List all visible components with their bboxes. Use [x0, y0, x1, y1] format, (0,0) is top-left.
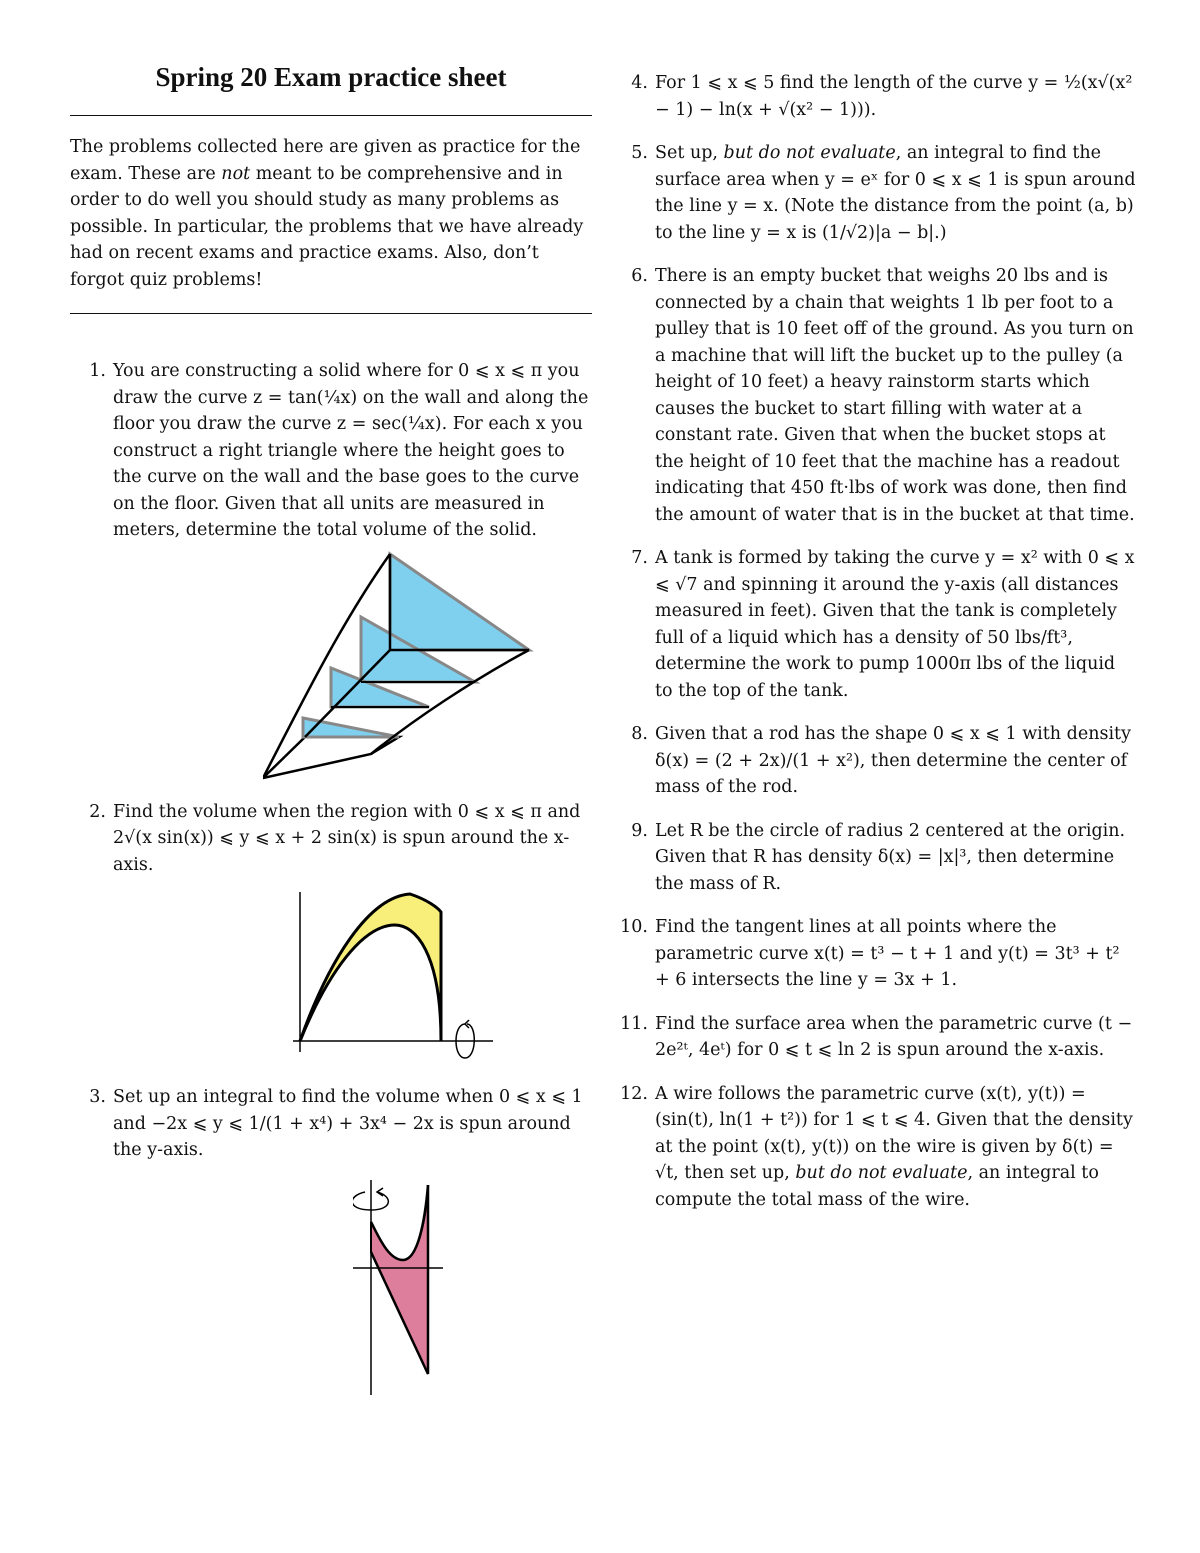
problem-text: Find the volume when the region with 0 ⩽ x ⩽ π and 2√(x sin(x)) ⩽ y ⩽ x + 2 sin(x) is spun around the x-axis.	[113, 801, 581, 875]
problem-list-left	[70, 358, 592, 1400]
page-title: Spring 20 Exam practice sheet	[155, 62, 507, 92]
problem-number: 12.	[620, 1083, 648, 1104]
intro-text-2: meant to be comprehensive and in order to do well you should study as many problems as possible. In particular, the problems that we have already had on recent exams and practice exams. Also, don’t forgot quiz problems!	[70, 163, 584, 290]
title-divider	[70, 115, 592, 116]
problem-list-right	[612, 70, 1137, 1213]
lower-curve	[300, 925, 441, 1041]
problem-text: You are constructing a solid where for 0 ⩽ x ⩽ π you draw the curve z = tan(¼x) on the wall and along the floor you draw the curve z = sec(¼x). For each x you construct a right triangle where the height goes to the curve on the wall and the base goes to the curve on the floor. Given that all units are measured in meters, determine the total volume of the solid.	[113, 361, 589, 540]
problem-emphasis: but do not evaluate	[723, 143, 896, 163]
problem-text: Set up an integral to find the volume when 0 ⩽ x ⩽ 1 and −2x ⩽ y ⩽ 1/(1 + x⁴) + 3x⁴ − 2x is spun around the y-axis.	[113, 1087, 583, 1160]
cross-section-large	[390, 554, 529, 650]
problem-text: Let R be the circle of radius 2 centered at the origin. Given that R has density δ(x) = |x|³, then determine the mass of R.	[655, 820, 1126, 894]
intro-paragraph	[70, 134, 592, 293]
triangle-solid-figure	[263, 550, 543, 782]
intro-emphasis: not	[221, 163, 251, 184]
problem-number: 10.	[620, 917, 648, 937]
intro-text-1: The problems collected here are given as practice for the exam. These are	[70, 137, 581, 184]
rotation-arrowhead-icon	[377, 1188, 383, 1196]
problem-text: A tank is formed by taking the curve y = x² with 0 ⩽ x ⩽ √7 and spinning it around the y-axis (all distances measured in feet). Given that the tank is completely full of a liquid which has a density of 50 lbs/ft³, determine the work to pump 1000π lbs of the liquid to the top of the tank.	[655, 548, 1135, 701]
problem-10	[612, 914, 1137, 994]
problem-number: 6.	[631, 266, 648, 286]
problem-8	[612, 721, 1137, 801]
problem-6	[612, 263, 1137, 528]
problem-number: 3.	[89, 1087, 106, 1107]
problem-text-post: , an integral to find the surface area when y = eˣ for 0 ⩽ x ⩽ 1 is spun around the line y = x. (Note the distance from the point (a, b) to the line y = x is (1/√2)|a − b|.)	[655, 143, 1136, 243]
problem-number: 11.	[620, 1013, 648, 1034]
problem-4	[612, 70, 1137, 123]
problem-2	[70, 799, 592, 1068]
problem-5	[612, 140, 1137, 246]
floor-base	[263, 737, 399, 778]
problem-12	[612, 1081, 1137, 1214]
problem-number: 9.	[631, 820, 648, 841]
problem-text-post: , an integral to compute the total mass of the wire.	[655, 1163, 1099, 1210]
problem-emphasis: but do not evaluate	[795, 1163, 968, 1183]
shaded-region	[371, 1192, 428, 1374]
problem-number: 8.	[631, 724, 648, 744]
problem-number: 5.	[631, 143, 648, 163]
cross-section-4	[303, 718, 399, 737]
problem-number: 2.	[89, 801, 106, 822]
intro-divider	[70, 313, 592, 314]
region-spun-x-axis-figure	[293, 892, 498, 1067]
problem-number: 4.	[631, 73, 648, 93]
problem-11	[612, 1011, 1137, 1064]
problem-text: Find the tangent lines at all points where the parametric curve x(t) = t³ − t + 1 and y(t) = 3t³ + t² + 6 intersects the line y = 3x + 1.	[655, 917, 1120, 990]
problem-text-pre: A wire follows the parametric curve (x(t), y(t)) = (sin(t), ln(1 + t²)) for 1 ⩽ t ⩽ 4. Given that the density at the point (x(t), y(t)) on the wire is given by δ(t) = √t, then set up,	[655, 1083, 1133, 1183]
right-column	[612, 70, 1137, 1213]
problem-text: There is an empty bucket that weighs 20 lbs and is connected by a chain that weights 1 lb per foot to a pulley that is 10 feet off of the ground. As you turn on a machine that will lift the bucket up to the pulley (a height of 10 feet) a heavy rainstorm starts which causes the bucket to start filling with water at a constant rate. Given that when the bucket stops at the height of 10 feet that the machine has a readout indicating that 450 ft·lbs of work was done, then find the amount of water that is in the bucket at that time.	[655, 266, 1135, 525]
problem-7	[612, 545, 1137, 704]
problem-text: For 1 ⩽ x ⩽ 5 find the length of the curve y = ½(x√(x² − 1) − ln(x + √(x² − 1))).	[655, 73, 1133, 120]
problem-text: Given that a rod has the shape 0 ⩽ x ⩽ 1 with density δ(x) = (2 + 2x)/(1 + x²), then determine the center of mass of the rod.	[655, 724, 1131, 797]
problem-text-pre: Set up,	[655, 143, 724, 163]
problem-text: Find the surface area when the parametric curve (t − 2e²ᵗ, 4eᵗ) for 0 ⩽ t ⩽ ln 2 is spun around the x-axis.	[655, 1013, 1133, 1060]
left-column	[70, 62, 592, 1400]
problem-1	[70, 358, 592, 782]
problem-number: 7.	[631, 548, 648, 568]
problem-9	[612, 818, 1137, 898]
problem-3	[70, 1084, 592, 1400]
problem-number: 1.	[89, 361, 106, 381]
region-spun-y-axis-figure	[353, 1180, 463, 1400]
